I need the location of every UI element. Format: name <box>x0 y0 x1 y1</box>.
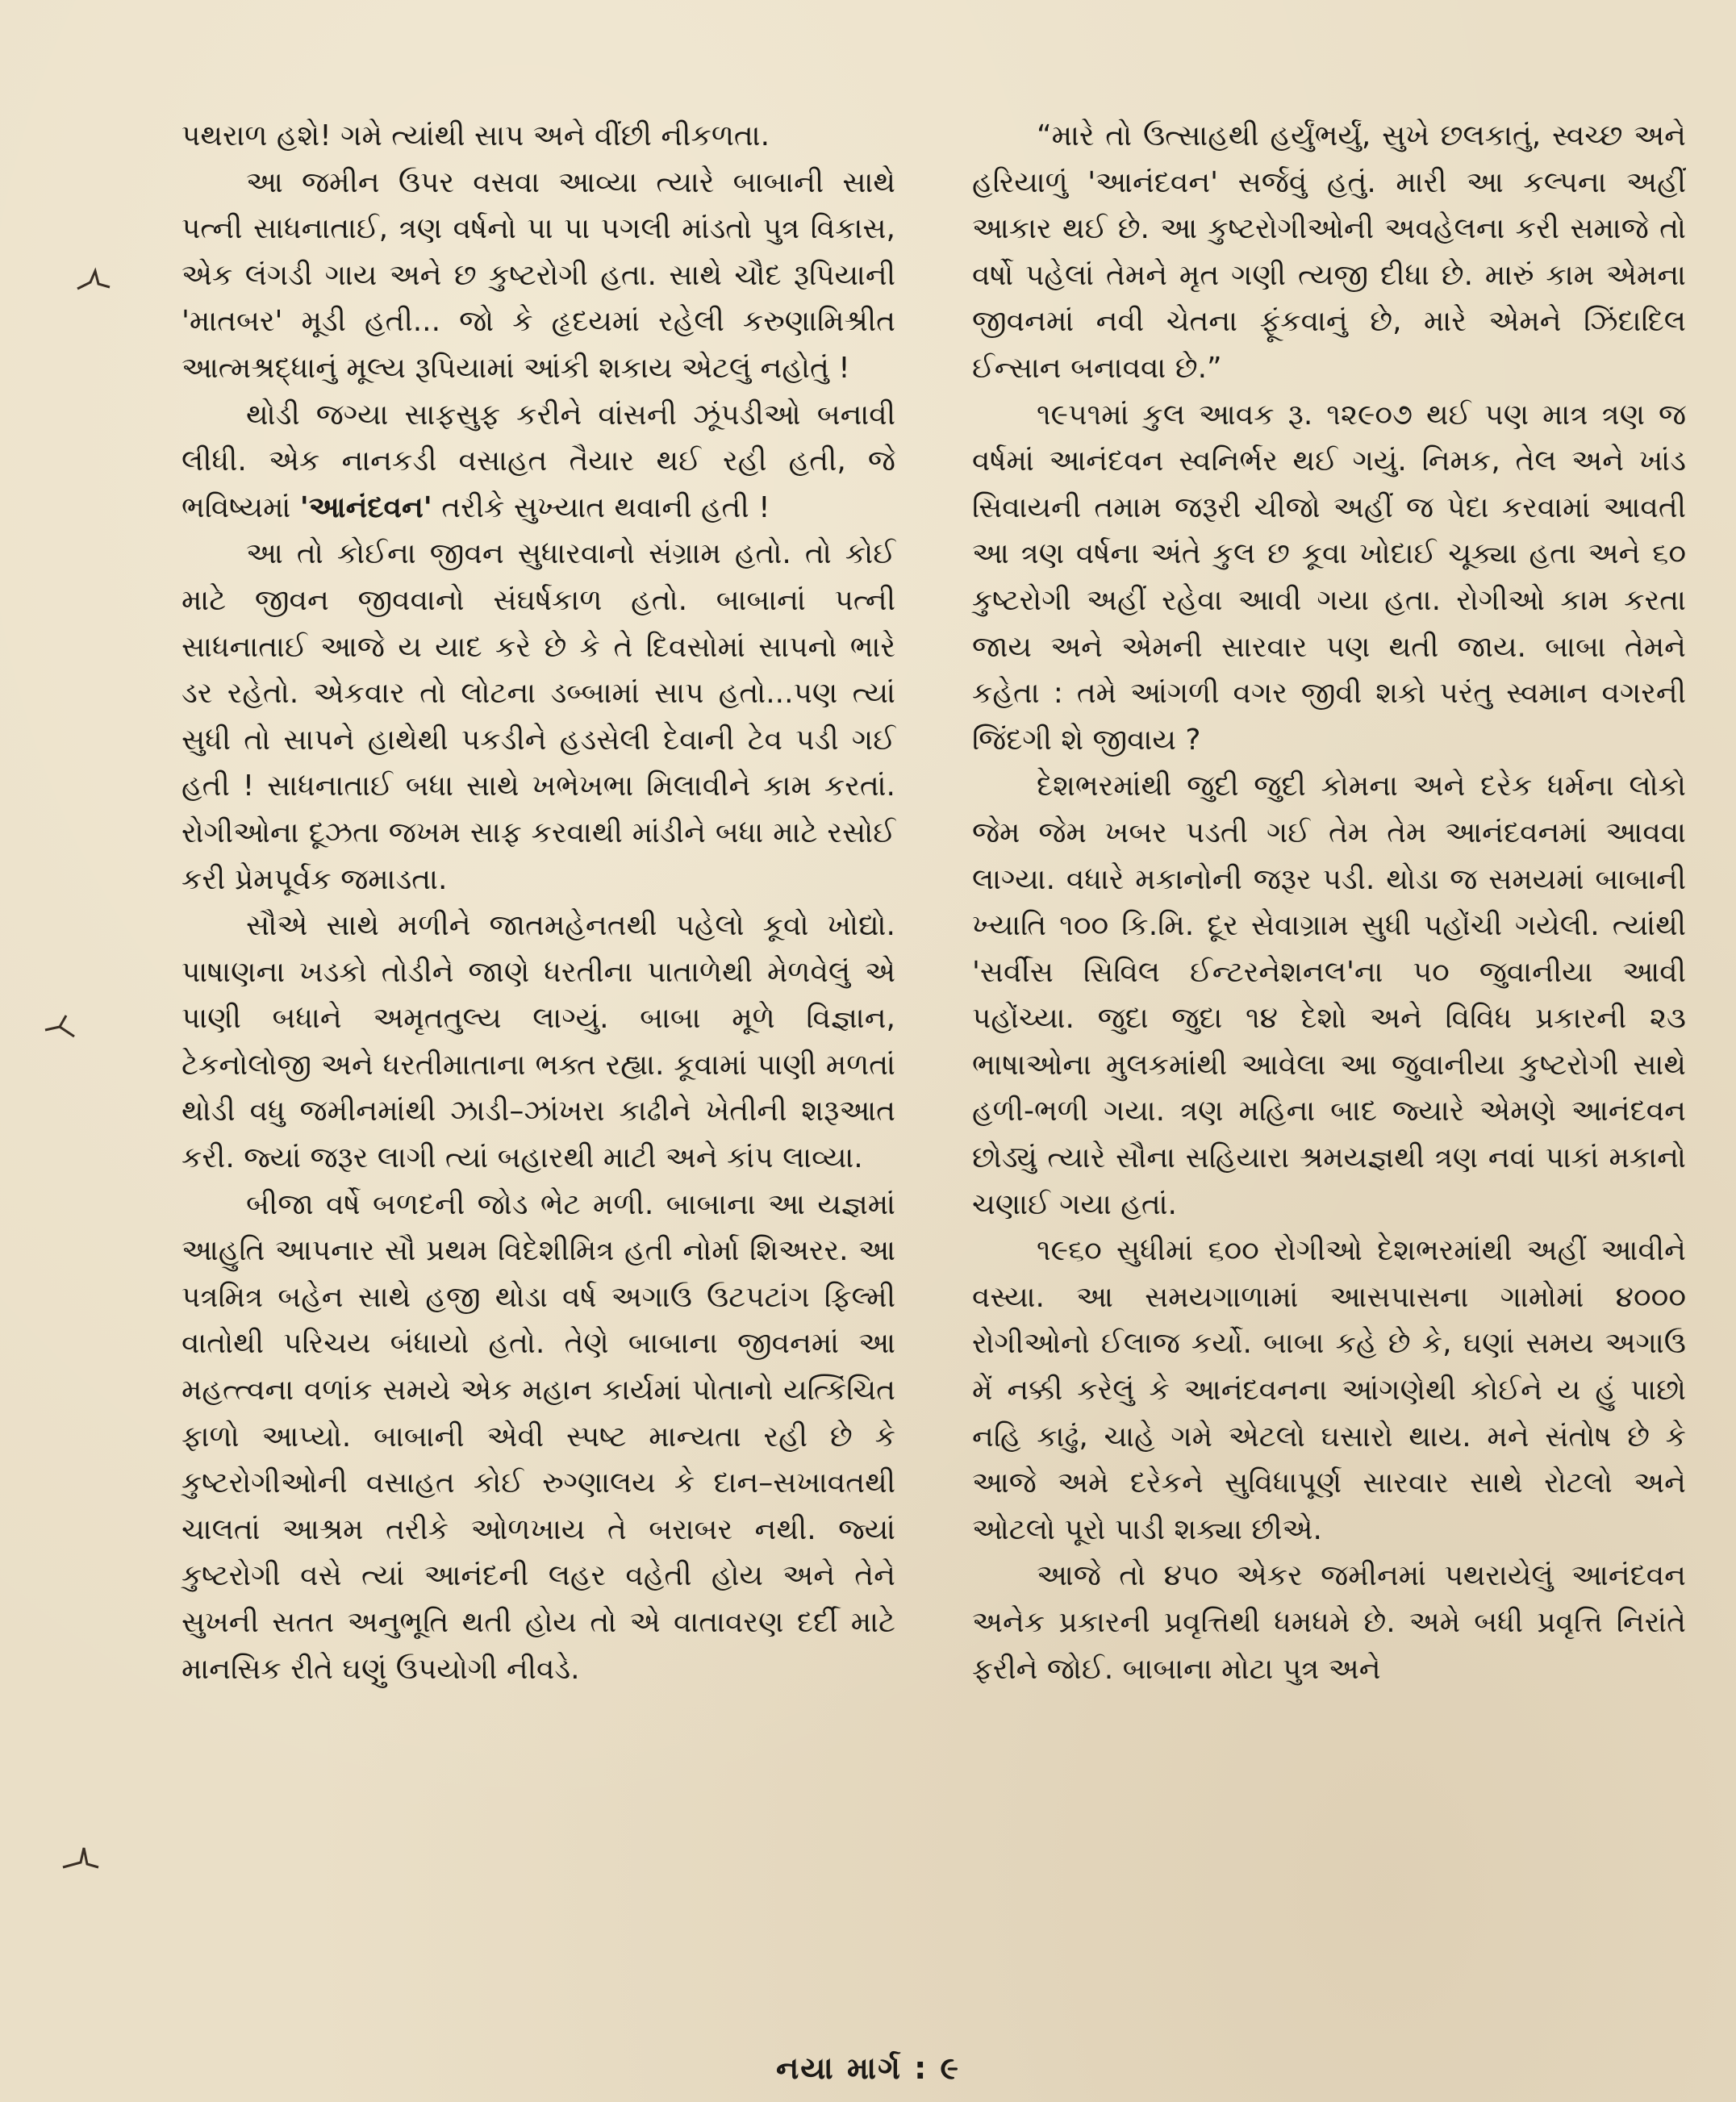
right-column <box>972 113 1686 1692</box>
margin-mark <box>74 266 113 298</box>
paragraph <box>182 392 895 532</box>
paragraph: આ જમીન ઉપર વસવા આવ્યા ત્યારે બાબાની સાથે પત્ની સાધનાતાઈ, ત્રણ વર્ષનો પા પા પગલી માંડતો પુત્ર વિકાસ, એક લંગડી ગાય અને છ કુષ્ટરોગી હતા. સાથે ચૌદ રૂપિયાની 'માતબર' મૂડી હતી... જો કે હૃદયમાં રહેલી કરુણામિશ્રીત આત્મશ્રદ્ધાનું મૂલ્ય રૂપિયામાં આંકી શકાય એટલું નહોતું ! <box>182 165 895 385</box>
paragraph: પથરાળ હશે! ગમે ત્યાંથી સાપ અને વીંછી નીકળતા. <box>182 119 770 152</box>
paragraph: બીજા વર્ષે બળદની જોડ ભેટ મળી. બાબાના આ યજ્ઞમાં આહુતિ આપનાર સૌ પ્રથમ વિદેશીમિત્ર હતી નોર્મા શિઅરર. આ પત્રમિત્ર બહેન સાથે હજી થોડા વર્ષ અગાઉ ઉટપટાંગ ફિલ્મી વાતોથી પરિચય બંધાયો હતો. તેણે બાબાના જીવનમાં આ મહત્ત્વના વળાંક સમયે એક મહાન કાર્યમાં પોતાનો યત્કિંચિત ફાળો આપ્યો. બાબાની એવી સ્પષ્ટ માન્યતા રહી છે કે કુષ્ટરોગીઓની વસાહત કોઈ રુગ્ણાલય કે દાન–સખાવતથી ચાલતાં આશ્રમ તરીકે ઓળખાય તે બરાબર નથી. જ્યાં કુષ્ટરોગી વસે ત્યાં આનંદની લહર વહેતી હોય અને તેને સુખની સતત અનુભૂતિ થતી હોય તો એ વાતાવરણ દર્દી માટે માનસિક રીતે ઘણું ઉપયોગી નીવડે. <box>182 1187 895 1686</box>
paragraph: આજે તો ૪૫૦ એકર જમીનમાં પથરાયેલું આનંદવન અનેક પ્રકારની પ્રવૃત્તિથી ધમધમે છે. અમે બધી પ્રવૃત્તિ નિરાંતે ફરીને જોઈ. બાબાના મોટા પુત્ર અને <box>972 1559 1686 1686</box>
paragraph: આ તો કોઈના જીવન સુધારવાનો સંગ્રામ હતો. તો કોઈ માટે જીવન જીવવાનો સંઘર્ષકાળ હતો. બાબાનાં પત્ની સાધનાતાઈ આજે ય યાદ કરે છે કે તે દિવસોમાં સાપનો ભારે ડર રહેતો. એકવાર તો લોટના ડબ્બામાં સાપ હતો...પણ ત્યાં સુધી તો સાપને હાથેથી પકડીને હડસેલી દેવાની ટેવ પડી ગઈ હતી ! સાધનાતાઈ બધા સાથે ખભેખભા મિલાવીને કામ કરતાં. રોગીઓના દૂઝતા જખમ સાફ કરવાથી માંડીને બધા માટે રસોઈ કરી પ્રેમપૂર્વક જમાડતા. <box>182 537 895 896</box>
quote-paragraph: “મારે તો ઉત્સાહથી હર્યુંભર્યું, સુખે છલકાતું, સ્વચ્છ અને હરિયાળું 'આનંદવન' સર્જવું હતું. મારી આ કલ્પના અહીં આકાર થઈ છે. આ કુષ્ટરોગીઓની અવહેલના કરી સમાજે તો વર્ષો પહેલાં તેમને મૃત ગણી ત્યજી દીધા છે. મારું કામ એમના જીવનમાં નવી ચેતના ફૂંકવાનું છે, મારે એમને ઝિંદાદિલ ઈન્સાન બનાવવા છે.” <box>972 119 1686 385</box>
left-column <box>182 113 895 1692</box>
margin-mark <box>42 1012 81 1045</box>
text-run: થોડી જગ્યા સાફસુફ કરીને વાંસની ઝૂંપડીઓ બનાવી લીધી. એક નાનકડી વસાહત તૈયાર થઈ રહી હતી, જે ભવિષ્યમાં <box>182 398 895 524</box>
page-footer: નયા માર્ગ : ૯ <box>775 2050 960 2086</box>
paragraph: દેશભરમાંથી જુદી જુદી કોમના અને દરેક ધર્મના લોકો જેમ જેમ ખબર પડતી ગઈ તેમ તેમ આનંદવનમાં આવવા લાગ્યા. વધારે મકાનોની જરૂર પડી. થોડા જ સમયમાં બાબાની ખ્યાતિ ૧૦૦ કિ.મિ. દૂર સેવાગ્રામ સુધી પહોંચી ગયેલી. ત્યાંથી 'સર્વીસ સિવિલ ઈન્ટરનેશનલ'ના ૫૦ જુવાનીયા આવી પહોંચ્યા. જુદા જુદા ૧૪ દેશો અને વિવિધ પ્રકારની ૨૩ ભાષાઓના મુલકમાંથી આવેલા આ જુવાનીયા કુષ્ટરોગી સાથે હળી-ભળી ગયા. ત્રણ મહિના બાદ જ્યારે એમણે આનંદવન છોડ્યું ત્યારે સૌના સહિયારા શ્રમયજ્ઞથી ત્રણ નવાં પાકાં મકાનો ચણાઈ ગયા હતાં. <box>972 769 1686 1221</box>
text-run: તરીકે સુખ્યાત થવાની હતી ! <box>432 490 770 524</box>
paragraph: ૧૯૫૧માં કુલ આવક રૂ. ૧૨૯૦૭ થઈ પણ માત્ર ત્રણ જ વર્ષમાં આનંદવન સ્વનિર્ભર થઈ ગયું. નિમક, તેલ અને ખાંડ સિવાયની તમામ જરૂરી ચીજો અહીં જ પેદા કરવામાં આવતી આ ત્રણ વર્ષના અંતે કુલ છ કૂવા ખોદાઈ ચૂક્યા હતા અને ૬૦ કુષ્ટરોગી અહીં રહેવા આવી ગયા હતા. રોગીઓ કામ કરતા જાય અને એમની સારવાર પણ થતી જાય. બાબા તેમને કહેતા : તમે આંગળી વગર જીવી શકો પરંતુ સ્વમાન વગરની જિંદગી શે જીવાય ? <box>972 398 1686 757</box>
paragraph: સૌએ સાથે મળીને જાતમહેનતથી પહેલો કૂવો ખોદ્યો. પાષાણના ખડકો તોડીને જાણે ધરતીના પાતાળેથી મેળવેલું એ પાણી બધાને અમૃતતુલ્ય લાગ્યું. બાબા મૂળે વિજ્ઞાન, ટેકનોલોજી અને ધરતીમાતાના ભક્ત રહ્યા. કૂવામાં પાણી મળતાં થોડી વધુ જમીનમાંથી ઝાડી–ઝાંખરા કાઢીને ખેતીની શરૂઆત કરી. જ્યાં જરૂર લાગી ત્યાં બહારથી માટી અને કાંપ લાવ્યા. <box>182 909 895 1175</box>
anandvan-emphasis: 'આનંદવન' <box>299 490 432 524</box>
margin-mark <box>61 1843 100 1875</box>
paragraph: ૧૯૬૦ સુધીમાં ૬૦૦ રોગીઓ દેશભરમાંથી અહીં આવીને વસ્યા. આ સમયગાળામાં આસપાસના ગામોમાં ૪૦૦૦ રોગીઓનો ઈલાજ કર્યો. બાબા કહે છે કે, ઘણાં સમય અગાઉ મેં નક્કી કરેલું કે આનંદવનના આંગણેથી કોઈને ય હું પાછો નહિ કાઢું, ચાહે ગમે એટલો ઘસારો થાય. મને સંતોષ છે કે આજે અમે દરેકને સુવિધાપૂર્ણ સારવાર સાથે રોટલો અને ઓટલો પૂરો પાડી શક્યા છીએ. <box>972 1234 1686 1546</box>
